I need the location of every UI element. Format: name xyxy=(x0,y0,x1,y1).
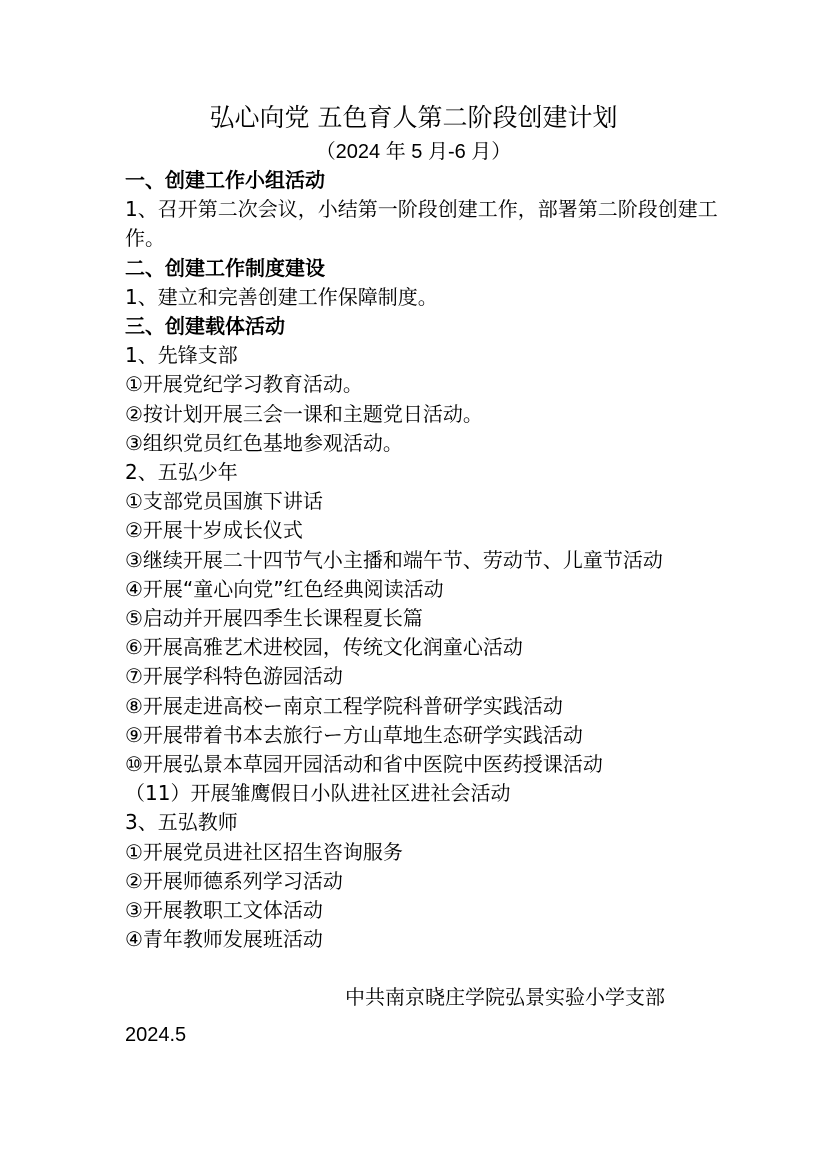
signature-organization: 中共南京晓庄学院弘景实验小学支部 xyxy=(345,985,665,1009)
section-2-item-1: 1、建立和完善创建工作保障制度。 xyxy=(125,284,438,309)
page-title: 弘心向党 五色育人第二阶段创建计划 xyxy=(209,103,618,132)
list-item: ⑩开展弘景本草园开园活动和省中医院中医药授课活动 xyxy=(125,752,603,777)
list-item: ③继续开展二十四节气小主播和端午节、劳动节、儿童节活动 xyxy=(125,547,663,572)
list-item: ⑨开展带着书本去旅行ー方山草地生态研学实践活动 xyxy=(125,722,583,747)
list-item: ②开展师德系列学习活动 xyxy=(125,868,343,893)
subsection-title-five-hong-youth: 2、五弘少年 xyxy=(125,460,238,485)
list-item: ①开展党员进社区招生咨询服务 xyxy=(125,839,403,864)
list-item: ②开展十岁成长仪式 xyxy=(125,518,303,543)
document-body xyxy=(125,166,750,954)
list-item: ①支部党员国旗下讲话 xyxy=(125,489,323,514)
section-heading-3: 三、创建载体活动 xyxy=(125,314,285,339)
list-item: ⑤启动并开展四季生长课程夏长篇 xyxy=(125,606,423,631)
list-item: ④青年教师发展班活动 xyxy=(125,927,323,952)
document-date: 2024.5 xyxy=(125,1024,187,1046)
list-item: ⑥开展高雅艺术进校园，传统文化润童心活动 xyxy=(125,635,523,660)
section-1-item-1: 1、召开第二次会议，小结第一阶段创建工作，部署第二阶段创建工作。 xyxy=(125,197,718,251)
list-item: （11）开展雏鹰假日小队进社区进社会活动 xyxy=(125,781,511,806)
subsection-title-five-hong-teachers: 3、五弘教师 xyxy=(125,810,238,835)
list-item: ①开展党纪学习教育活动。 xyxy=(125,372,363,397)
section-heading-2: 二、创建工作制度建设 xyxy=(125,255,325,280)
subsection-title-pioneer-branch: 1、先锋支部 xyxy=(125,343,238,368)
list-item: ③组织党员红色基地参观活动。 xyxy=(125,430,403,455)
section-heading-1: 一、创建工作小组活动 xyxy=(125,168,325,192)
page-subtitle: （2024 年 5 月-6 月） xyxy=(315,141,512,163)
list-item: ③开展教职工文体活动 xyxy=(125,898,323,923)
list-item: ④开展“童心向党”红色经典阅读活动 xyxy=(125,576,444,601)
list-item: ⑧开展走进高校ー南京工程学院科普研学实践活动 xyxy=(125,693,563,718)
list-item: ②按计划开展三会一课和主题党日活动。 xyxy=(125,401,483,426)
list-item: ⑦开展学科特色游园活动 xyxy=(125,664,343,689)
